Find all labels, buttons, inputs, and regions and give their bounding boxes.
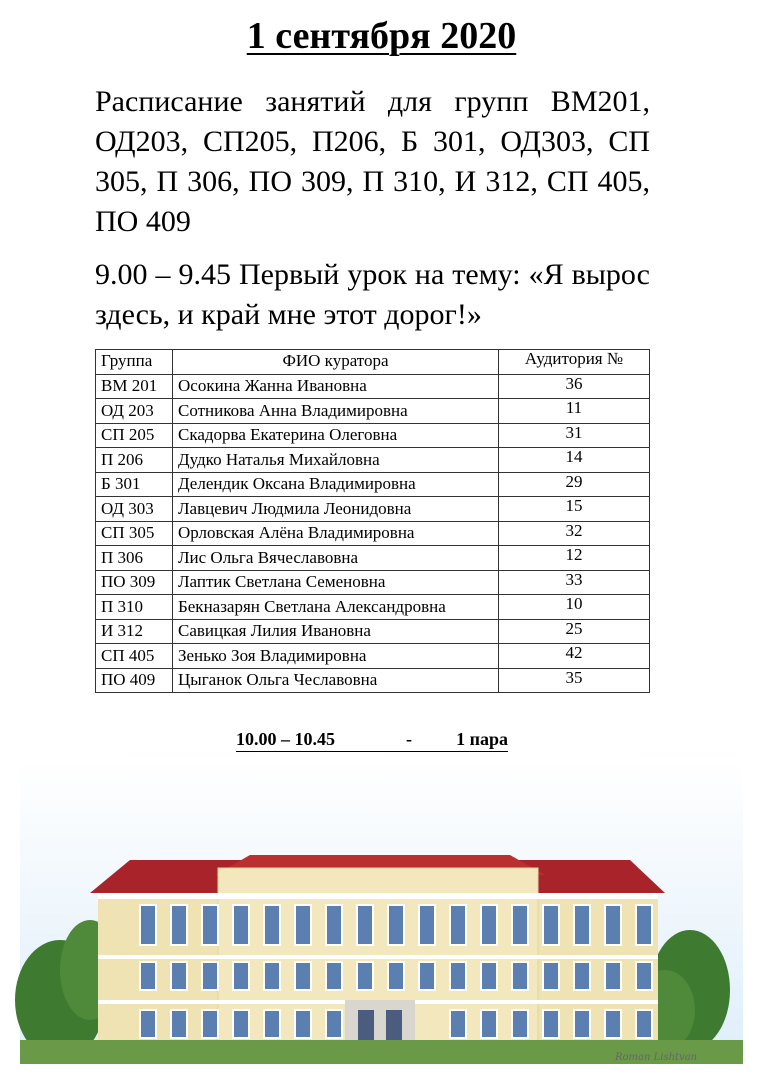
first-lesson: 9.00 – 9.45 Первый урок на тему: «Я вырос здесь, и край мне этот дорог!»: [95, 258, 650, 331]
pair-label: 1 пара: [456, 729, 508, 749]
room-cell: 35: [499, 668, 650, 693]
window: [326, 962, 342, 990]
window: [171, 905, 187, 945]
group-cell: П 206: [96, 448, 173, 473]
window: [512, 905, 528, 945]
schedule-intro: Расписание занятий для групп ВМ201, ОД203, СП205, П206, Б 301, ОД303, СП 305, П 306, ПО 309, П 310, И 312, СП 405, ПО 409: [95, 85, 650, 238]
room-cell: 14: [499, 448, 650, 473]
window: [388, 905, 404, 945]
window: [512, 962, 528, 990]
room-cell: 33: [499, 570, 650, 595]
window: [481, 1010, 497, 1038]
window: [357, 962, 373, 990]
window: [202, 1010, 218, 1038]
pair-dash: -: [406, 729, 412, 749]
window: [388, 962, 404, 990]
header-curator: ФИО куратора: [173, 350, 499, 375]
window: [295, 905, 311, 945]
table-row: [96, 546, 650, 571]
curator-cell: Лис Ольга Вячеславовна: [173, 546, 499, 571]
window: [512, 1010, 528, 1038]
table-row: [96, 423, 650, 448]
window: [264, 1010, 280, 1038]
room-cell: 36: [499, 374, 650, 399]
table-header-row: [96, 350, 650, 375]
window: [450, 962, 466, 990]
group-cell: ВМ 201: [96, 374, 173, 399]
curator-cell: Делендик Оксана Владимировна: [173, 472, 499, 497]
group-cell: ОД 203: [96, 399, 173, 424]
room-cell: 12: [499, 546, 650, 571]
window: [574, 905, 590, 945]
table-row: [96, 399, 650, 424]
curator-cell: Осокина Жанна Ивановна: [173, 374, 499, 399]
window: [233, 1010, 249, 1038]
group-cell: СП 405: [96, 644, 173, 669]
header-group: Группа: [96, 350, 173, 375]
table-row: [96, 595, 650, 620]
window: [543, 905, 559, 945]
room-cell: 31: [499, 423, 650, 448]
window: [605, 905, 621, 945]
window: [326, 1010, 342, 1038]
curator-cell: Зенько Зоя Владимировна: [173, 644, 499, 669]
window: [233, 962, 249, 990]
room-cell: 11: [499, 399, 650, 424]
group-cell: СП 205: [96, 423, 173, 448]
curators-table: [95, 349, 650, 693]
window: [450, 1010, 466, 1038]
window: [543, 962, 559, 990]
group-cell: СП 305: [96, 521, 173, 546]
curator-cell: Орловская Алёна Владимировна: [173, 521, 499, 546]
window: [636, 962, 652, 990]
curator-cell: Лавцевич Людмила Леонидовна: [173, 497, 499, 522]
window: [636, 905, 652, 945]
window: [605, 962, 621, 990]
window: [636, 1010, 652, 1038]
table-row: [96, 570, 650, 595]
table-row: [96, 448, 650, 473]
group-cell: И 312: [96, 619, 173, 644]
window: [202, 962, 218, 990]
group-cell: Б 301: [96, 472, 173, 497]
window: [295, 962, 311, 990]
window: [264, 962, 280, 990]
entrance: [345, 1000, 415, 1045]
curator-cell: Цыганок Ольга Чеславовна: [173, 668, 499, 693]
window: [357, 905, 373, 945]
window: [481, 962, 497, 990]
table-row: [96, 668, 650, 693]
group-cell: П 310: [96, 595, 173, 620]
window: [140, 962, 156, 990]
curator-cell: Скадорва Екатерина Олеговна: [173, 423, 499, 448]
window: [605, 1010, 621, 1038]
room-cell: 15: [499, 497, 650, 522]
window: [481, 905, 497, 945]
window: [233, 905, 249, 945]
table-row: [96, 644, 650, 669]
window: [140, 905, 156, 945]
room-cell: 29: [499, 472, 650, 497]
building-illustration: [0, 700, 763, 1080]
table-row: [96, 374, 650, 399]
window: [140, 1010, 156, 1038]
pair-time: 10.00 – 10.45: [236, 729, 335, 749]
window: [574, 1010, 590, 1038]
table-row: [96, 619, 650, 644]
room-cell: 10: [499, 595, 650, 620]
room-cell: 25: [499, 619, 650, 644]
window: [264, 905, 280, 945]
window: [326, 905, 342, 945]
group-cell: ПО 409: [96, 668, 173, 693]
group-cell: ПО 309: [96, 570, 173, 595]
watermark: Roman Lishtvan: [615, 1052, 698, 1063]
curator-cell: Сотникова Анна Владимировна: [173, 399, 499, 424]
table-row: [96, 497, 650, 522]
window: [202, 905, 218, 945]
window: [419, 905, 435, 945]
window: [450, 905, 466, 945]
curator-cell: Дудко Наталья Михайловна: [173, 448, 499, 473]
window: [295, 1010, 311, 1038]
window: [543, 1010, 559, 1038]
window: [419, 962, 435, 990]
curator-cell: Бекназарян Светлана Александровна: [173, 595, 499, 620]
page-title: 1 сентября 2020: [246, 15, 517, 57]
group-cell: П 306: [96, 546, 173, 571]
table-row: [96, 521, 650, 546]
curator-cell: Савицкая Лилия Ивановна: [173, 619, 499, 644]
window: [171, 1010, 187, 1038]
header-room: Аудитория №: [499, 350, 650, 375]
room-cell: 42: [499, 644, 650, 669]
room-cell: 32: [499, 521, 650, 546]
window: [171, 962, 187, 990]
curator-cell: Лаптик Светлана Семеновна: [173, 570, 499, 595]
table-row: [96, 472, 650, 497]
group-cell: ОД 303: [96, 497, 173, 522]
window: [574, 962, 590, 990]
